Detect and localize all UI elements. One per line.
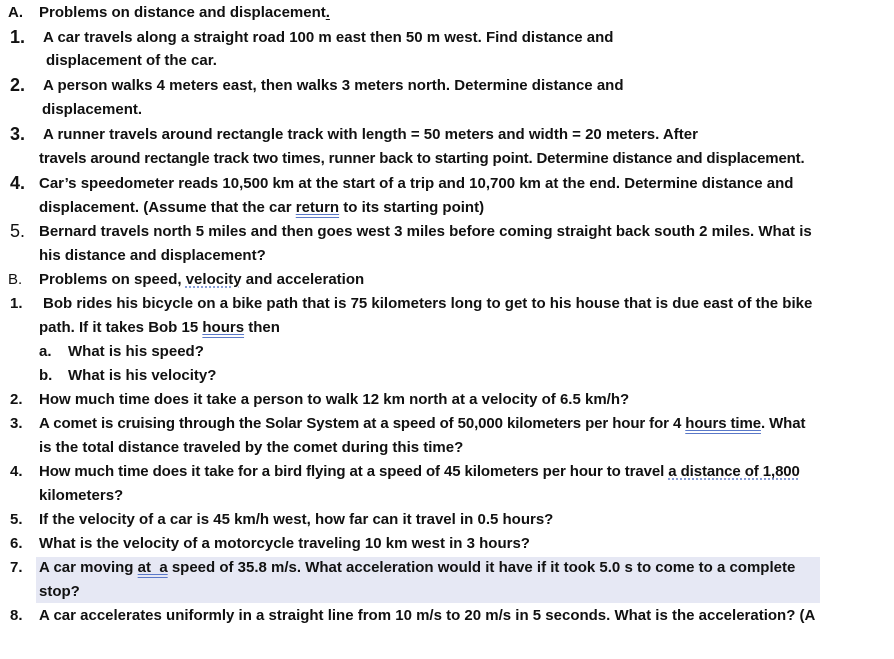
b-item-1-line-2: [39, 319, 280, 337]
b-item-1-underlined-word: hours: [202, 319, 245, 336]
b-item-1-number: 1.: [10, 295, 23, 312]
a-item-3-line-2: travels around rectangle track two times, runner back to starting point. Determine distance and displacement.: [39, 150, 805, 167]
section-b-heading-pre: Problems on speed,: [39, 271, 186, 288]
a-item-5-number: 5.: [10, 221, 26, 241]
b-item-4-line-2: kilometers?: [39, 487, 124, 504]
b-item-6-number: 6.: [10, 535, 23, 552]
b-item-3-underlined-phrase: hours time: [685, 415, 761, 432]
b-item-1a-letter: a.: [39, 343, 52, 360]
b-item-4-line-1: [39, 463, 800, 481]
a-item-5-line-1: Bernard travels north 5 miles and then goes west 3 miles before coming straight back south 2 miles. What is: [39, 223, 812, 240]
section-b-heading: [39, 271, 364, 289]
a-item-2-line-1: A person walks 4 meters east, then walks 3 meters north. Determine distance and: [43, 77, 624, 94]
b-item-1b-text: What is his velocity?: [68, 367, 217, 384]
b-item-7-underlined-phrase: at a: [137, 559, 168, 576]
b-item-7-number: 7.: [10, 559, 23, 576]
b-item-4-underlined-phrase: a distance of 1,800: [668, 463, 800, 480]
a-item-3-line-1: A runner travels around rectangle track with length = 50 meters and width = 20 meters. After: [43, 126, 698, 143]
a-item-5-line-2: his distance and displacement?: [39, 247, 266, 264]
b-item-8-number: 8.: [10, 607, 23, 624]
b-item-7-line-2: stop?: [39, 583, 80, 600]
section-a-marker: A.: [8, 4, 23, 21]
b-item-6-text: What is the velocity of a motorcycle traveling 10 km west in 3 hours?: [39, 535, 530, 552]
a-item-3-number: 3.: [10, 124, 26, 144]
b-item-2-text: How much time does it take a person to walk 12 km north at a velocity of 6.5 km/h?: [39, 391, 630, 408]
section-b-heading-underlined: velocity: [185, 271, 242, 288]
b-item-4-number: 4.: [10, 463, 23, 480]
a-item-1-line-1: A car travels along a straight road 100 m east then 50 m west. Find distance and: [43, 29, 614, 46]
a-item-4-underlined-word: return: [295, 199, 340, 216]
section-b-marker: B.: [8, 271, 23, 288]
b-item-8-text: A car accelerates uniformly in a straight line from 10 m/s to 20 m/s in 5 seconds. What is the acceleration? (A: [39, 607, 816, 624]
a-item-4-number: 4.: [10, 173, 26, 193]
section-a-heading-text: Problems on distance and displacement: [39, 4, 326, 21]
b-item-1-line-2-pre: path. If it takes Bob 15: [39, 319, 203, 336]
b-item-5-text: If the velocity of a car is 45 km/h west, how far can it travel in 0.5 hours?: [39, 511, 554, 528]
a-item-2-number: 2.: [10, 75, 26, 95]
a-item-4-line-2-pre: displacement. (Assume that the car: [39, 199, 296, 216]
b-item-7-line-1: [39, 559, 795, 577]
b-item-7-line-1-post: speed of 35.8 m/s. What acceleration would it have if it took 5.0 s to come to a complete: [167, 559, 796, 576]
b-item-3-line-1-pre: A comet is cruising through the Solar System at a speed of 50,000 kilometers per hour for 4: [39, 415, 686, 432]
b-item-1a-text: What is his speed?: [68, 343, 204, 360]
b-item-3-line-1: [39, 415, 805, 433]
a-item-1-line-2: displacement of the car.: [46, 52, 217, 69]
b-item-1-line-2-post: then: [244, 319, 280, 336]
b-item-5-number: 5.: [10, 511, 23, 528]
a-item-2-line-2: displacement.: [42, 101, 143, 118]
section-a-heading: [39, 4, 330, 22]
a-item-4-line-1: Car’s speedometer reads 10,500 km at the start of a trip and 10,700 km at the end. Determine distance and: [39, 175, 794, 192]
b-item-1-line-1: Bob rides his bicycle on a bike path that is 75 kilometers long to get to his house that is due east of the bike: [43, 295, 813, 312]
a-item-4-line-2-post: to its starting point): [339, 199, 485, 216]
b-item-3-line-1-post: . What: [760, 415, 806, 432]
b-item-4-line-1-pre: How much time does it take for a bird flying at a speed of 45 kilometers per hour to travel: [39, 463, 669, 480]
a-item-1-number: 1.: [10, 27, 26, 47]
section-a-heading-punct: .: [325, 4, 330, 21]
a-item-4-line-2: [39, 199, 484, 217]
b-item-7-line-1-pre: A car moving: [39, 559, 138, 576]
b-item-1b-letter: b.: [39, 367, 53, 384]
b-item-3-number: 3.: [10, 415, 23, 432]
b-item-2-number: 2.: [10, 391, 23, 408]
section-b-heading-post: and acceleration: [241, 271, 365, 288]
b-item-3-line-2: is the total distance traveled by the comet during this time?: [39, 439, 464, 456]
